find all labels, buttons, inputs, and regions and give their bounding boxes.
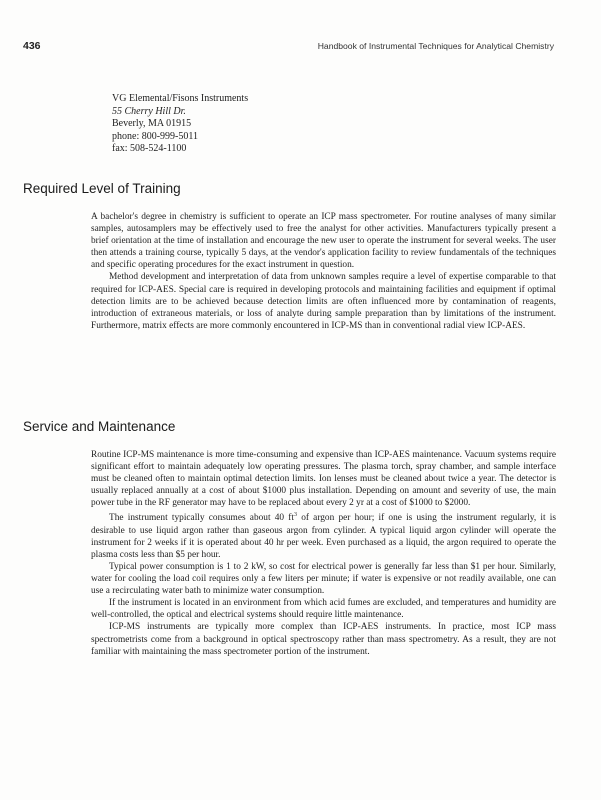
service-paragraph-2-end: of argon per hour; if one is using the instrument regularly, it is desirable to use liquid argon rather than gaseous argon from cylinder. A typical liquid argon cylinder will operate the instrument for 2 weeks if it is operated about 40 hr per week. Even purchased as a liquid, the argon required to operate the plasma costs less than $5 per hour.	[91, 513, 556, 560]
address-phone: phone: 800-999-5011	[112, 130, 199, 142]
service-heading: Service and Maintenance	[23, 419, 176, 434]
service-paragraph-3: Typical power consumption is 1 to 2 kW, so cost for electrical power is generally far less than $1 per hour. Similarly, water for cooling the load coil requires only a few liters per minute; if water is expensive or not readily available, one can use a recirculating water bath to minimize water consumption.	[91, 561, 556, 597]
service-body	[91, 449, 556, 658]
training-paragraph-2: Method development and interpretation of data from unknown samples require a level of expertise comparable to that required for ICP-AES. Special care is required in developing protocols and maintaining facilities and equipment if optimal detection limits are to be achieved because detection limits are often influenced more by contamination of reagents, introduction of extraneous materials, or loss of analyte during sample preparation than by limitations of the instrument. Furthermore, matrix effects are more commonly encountered in ICP-MS than in conventional radial view ICP-AES.	[91, 272, 556, 331]
address-fax: fax: 508-524-1100	[112, 143, 187, 155]
service-paragraph-2	[91, 509, 556, 560]
service-paragraph-2-start: The instrument typically consumes about 40 ft	[109, 513, 294, 524]
address-company: VG Elemental/Fisons Instruments	[112, 93, 249, 104]
cubic-superscript: 3	[294, 512, 297, 519]
page-number: 436	[23, 40, 41, 52]
service-paragraph-4: If the instrument is located in an environment from which acid fumes are excluded, and temperatures and humidity are well-controlled, the optical and electrical systems should require little maintenance.	[91, 598, 556, 621]
address-city: Beverly, MA 01915	[112, 118, 192, 130]
training-paragraph-1: A bachelor's degree in chemistry is sufficient to operate an ICP mass spectrometer. For routine analyses of many similar samples, autosamplers may be effectively used to free the analyst for other activities. Manufacturers typically present a brief orientation at the time of installation and encourage the new user to operate the instrument for several weeks. The user then attends a training course, typically 5 days, at the vendor's application facility to review fundamentals of the techniques and specific operating procedures for the exact instrument in question.	[91, 212, 556, 271]
training-heading: Required Level of Training	[23, 181, 181, 196]
service-paragraph-5: ICP-MS instruments are typically more complex than ICP-AES instruments. In practice, most ICP mass spectrometrists come from a background in optical spectroscopy rather than mass spectrometry. As a result, they are not familiar with maintaining the mass spectrometer portion of the instrument.	[91, 622, 556, 657]
training-body	[91, 211, 556, 332]
vendor-address	[112, 93, 248, 156]
running-title: Handbook of Instrumental Techniques for Analytical Chemistry	[317, 41, 554, 51]
address-street: 55 Cherry Hill Dr.	[112, 105, 186, 117]
service-paragraph-1: Routine ICP-MS maintenance is more time-consuming and expensive than ICP-AES maintenance. Vacuum systems require significant effort to maintain adequately low operating pressures. The plasma torch, spray chamber, and sample interface must be cleaned often to maintain optimal detection limits. Ion lenses must be cleaned about twice a year. The detector is usually replaced annually at a cost of about $1000 plus installation. Depending on amount and severity of use, the main power tube in the RF generator may have to be replaced about every 2 yr at a cost of $1000 to $2000.	[91, 450, 556, 509]
